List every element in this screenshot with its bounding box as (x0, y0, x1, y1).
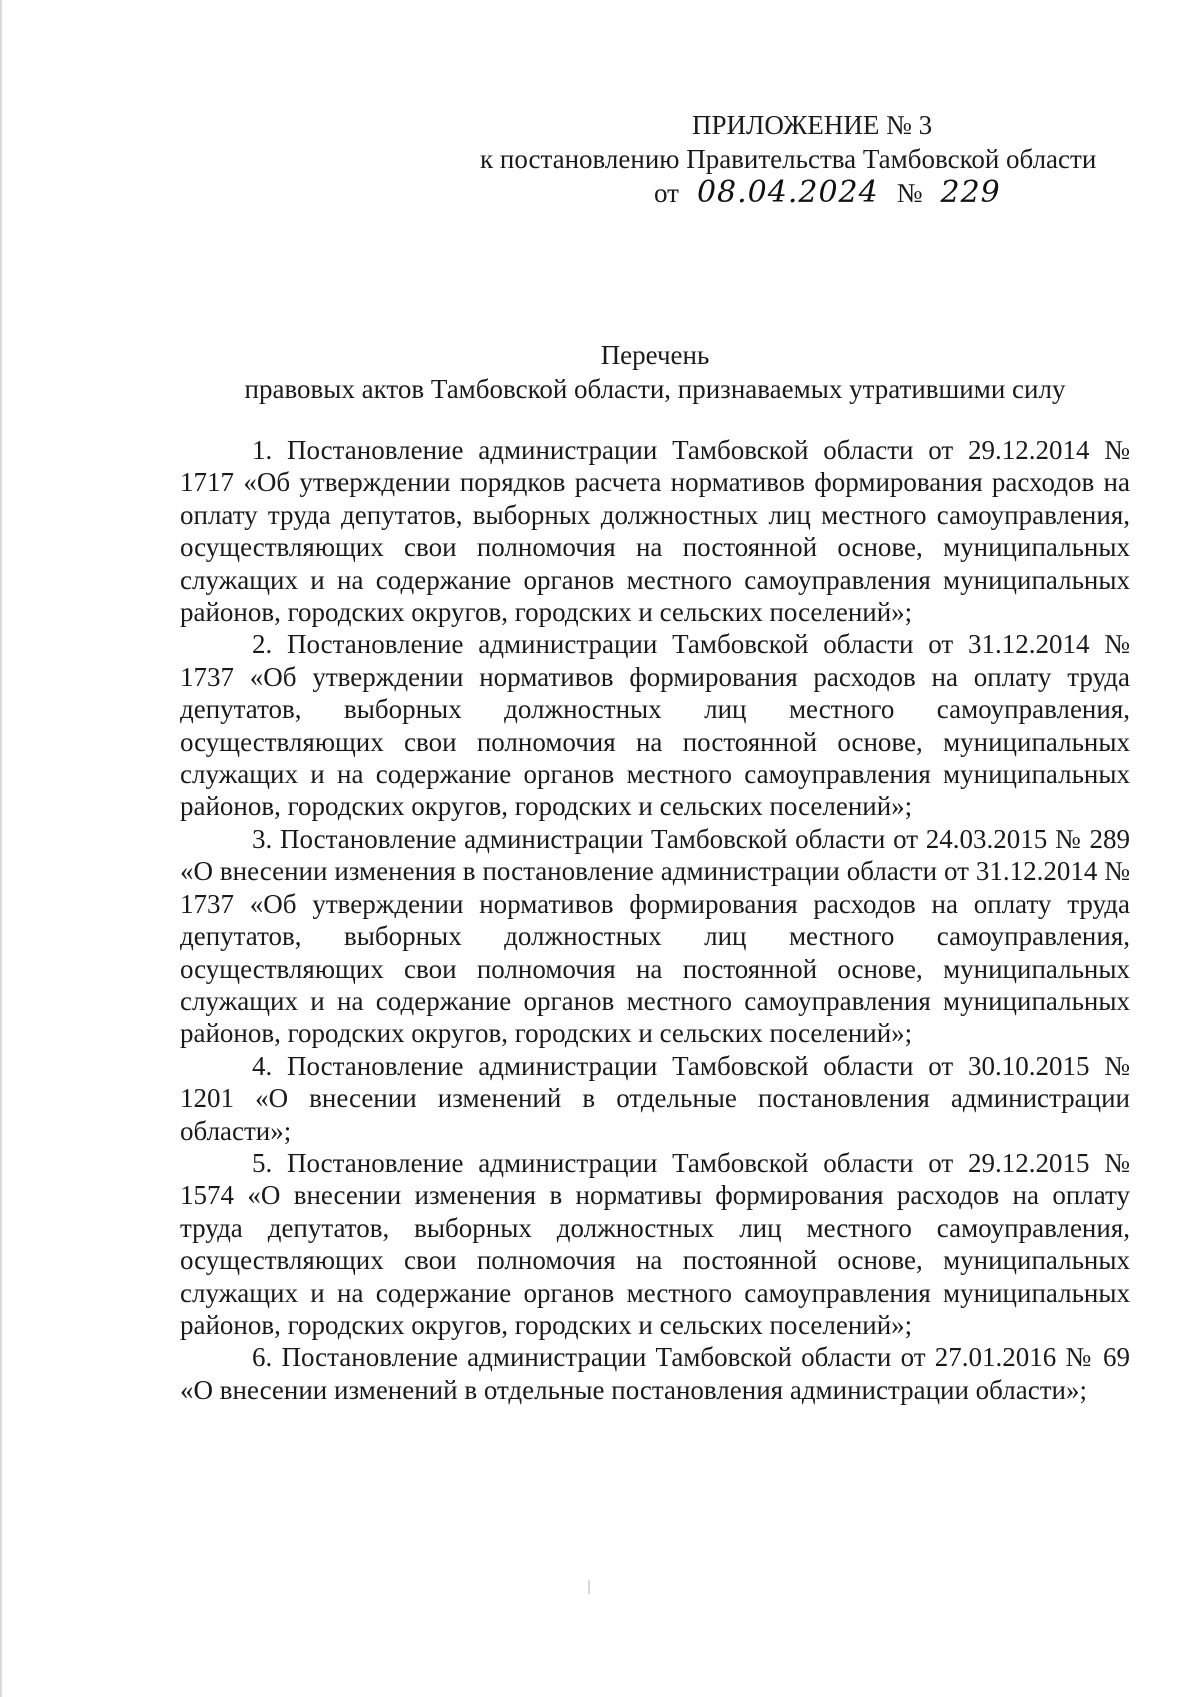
heading-title: Перечень (600, 340, 710, 370)
number-prefix: № (896, 178, 923, 208)
scan-edge-shadow (0, 0, 3, 1697)
scan-mark (588, 1580, 590, 1594)
list-item: 1. Постановление администрации Тамбовской области от 29.12.2014 № 1717 «Об утверждении порядков расчета нормативов формирования расходов на оплату труда депутатов, выборных должностных лиц местного самоуправления, осуществляющих свои полномочия на постоянной основе, муниципальных служащих и на содержание органов местного самоуправления муниципальных районов, городских округов, городских и сельских поселений»; (180, 435, 1130, 628)
date-prefix: от (654, 178, 679, 208)
document-heading (180, 338, 1130, 406)
list-item: 5. Постановление администрации Тамбовской области от 29.12.2015 № 1574 «О внесении изменения в нормативы формирования расходов на оплату труда депутатов, выборных должностных лиц местного самоуправления, осуществляющих свои полномочия на постоянной основе, муниципальных служащих и на содержание органов местного самоуправления муниципальных районов, городских округов, городских и сельских поселений»; (180, 1147, 1130, 1340)
handwritten-number: 229 (940, 175, 1001, 210)
annex-subtitle: к постановлению Правительства Тамбовской области (480, 144, 1097, 174)
annex-title: ПРИЛОЖЕНИЕ № 3 (692, 110, 933, 140)
list-item: 2. Постановление администрации Тамбовской области от 31.12.2014 № 1737 «Об утверждении нормативов формирования расходов на оплату труда депутатов, выборных должностных лиц местного самоуправления, осуществляющих свои полномочия на постоянной основе, муниципальных служащих и на содержание органов местного самоуправления муниципальных районов, городских округов, городских и сельских поселений»; (180, 629, 1130, 822)
list-item: 4. Постановление администрации Тамбовской области от 30.10.2015 № 1201 «О внесении изменений в отдельные постановления администрации области»; (180, 1050, 1130, 1146)
list-item: 6. Постановление администрации Тамбовской области от 27.01.2016 № 69 «О внесении изменений в отдельные постановления администрации области»; (180, 1342, 1130, 1405)
handwritten-date: 08.04.2024 (696, 175, 879, 210)
annex-header (480, 108, 1130, 210)
list-item: 3. Постановление администрации Тамбовской области от 24.03.2015 № 289 «О внесении изменения в постановление администрации области от 31.12.2014 № 1737 «Об утверждении нормативов формирования расходов на оплату труда депутатов, выборных должностных лиц местного самоуправления, осуществляющих свои полномочия на постоянной основе, муниципальных служащих и на содержание органов местного самоуправления муниципальных районов, городских округов, городских и сельских поселений»; (180, 823, 1130, 1049)
acts-list (180, 434, 1130, 1406)
heading-subtitle: правовых актов Тамбовской области, признаваемых утратившими силу (244, 374, 1066, 404)
annex-date-line (654, 176, 1130, 210)
